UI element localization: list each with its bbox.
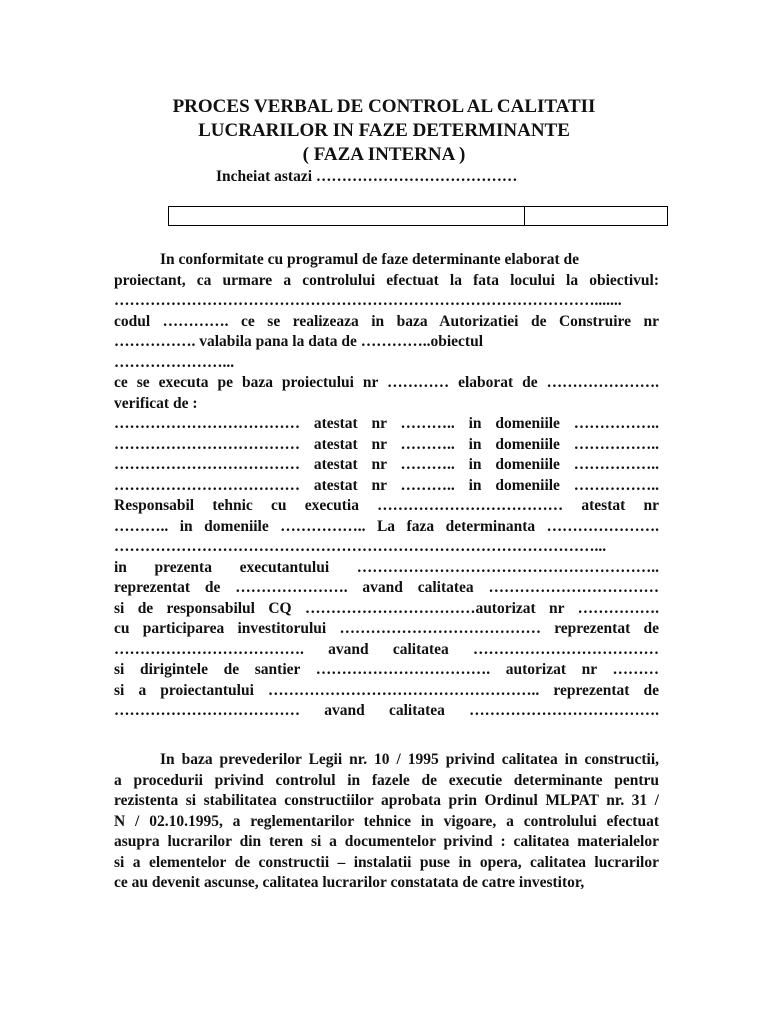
para1-line: In conformitate cu programul de faze determinante elaborat de: [160, 251, 579, 268]
para1-line: codul …………. ce se realizeaza in baza Autorizatiei de Construire nr: [114, 312, 659, 330]
para1-line: verificat de :: [114, 394, 198, 412]
paragraph-2: [114, 750, 659, 894]
para1-line: ……………………………… atestat nr ……….. in domeniile ……………..: [114, 476, 659, 494]
para2-line: a procedurii privind controlul in fazele de executie determinante pentru: [114, 771, 659, 789]
para1-line: Responsabil tehnic cu executia ……………………………… atestat nr: [114, 497, 659, 514]
para1-line: ……………………………… atestat nr ……….. in domeniile ……………..: [114, 415, 659, 432]
para2-line: si a elementelor de constructii – instalatii puse in opera, calitatea lucrarilor: [114, 853, 659, 871]
para1-line: reprezentat de …………………. avand calitatea ……………………………: [114, 579, 659, 596]
para2-line: rezistenta si stabilitatea constructiilor aprobata prin Ordinul MLPAT nr. 31 /: [114, 792, 659, 809]
para1-line: ……………. valabila pana la data de …………..obiectul: [114, 333, 484, 350]
para2-line: In baza prevederilor Legii nr. 10 / 1995 privind calitatea in constructii,: [160, 751, 659, 768]
para1-line: ………………………………………………………………………………….......: [114, 292, 622, 309]
title-line-1: PROCES VERBAL DE CONTROL AL CALITATII: [172, 96, 596, 117]
date-line: Incheiat astazi …………………………………: [216, 168, 518, 185]
para1-line: ……….. in domeniile …………….. La faza determinanta ………………….: [114, 517, 659, 535]
paragraph-1: [114, 250, 659, 722]
para2-line: asupra lucrarilor din teren si a documentelor privind : calitatea materialelor: [114, 833, 659, 850]
para1-line: si dirigintele de santier ……………………………. autorizat nr ………: [114, 661, 659, 678]
para1-line: ……………………………… atestat nr ……….. in domeniile ……………..: [114, 435, 659, 453]
para1-line: ………………………………. avand calitatea ………………………………: [114, 640, 659, 658]
para1-line: ……………………………… atestat nr ……….. in domeniile ……………..: [114, 456, 659, 473]
para1-line: proiectant, ca urmare a controlului efectuat la fata locului la obiectivul:: [114, 271, 659, 289]
para2-line: N / 02.10.1995, a reglementarilor tehnice in vigoare, a controlului efectuat: [114, 812, 659, 830]
para1-line: …………………………………………………………………………………...: [114, 538, 607, 555]
para1-line: ce se executa pe baza proiectului nr ………… elaborat de ………………….: [114, 374, 659, 391]
form-field-box-left: [168, 206, 525, 226]
para1-line: …………………...: [114, 353, 235, 371]
title-line-3: ( FAZA INTERNA ): [302, 144, 466, 165]
para1-line: cu participarea investitorului ………………………………… reprezentat de: [114, 620, 659, 637]
title-line-2: LUCRARILOR IN FAZE DETERMINANTE: [198, 120, 570, 141]
para1-line: ……………………………… avand calitatea ……………………………….: [114, 702, 659, 719]
para1-line: in prezenta executantului …………………………………………………..: [114, 558, 659, 576]
para1-line: si a proiectantului …………………………………………….. reprezentat de: [114, 681, 659, 699]
form-field-box-right: [524, 206, 668, 226]
para2-line: ce au devenit ascunse, calitatea lucrarilor constatata de catre investitor,: [114, 874, 585, 891]
para1-line: si de responsabilul CQ ……………………………autorizat nr …………….: [114, 599, 659, 617]
